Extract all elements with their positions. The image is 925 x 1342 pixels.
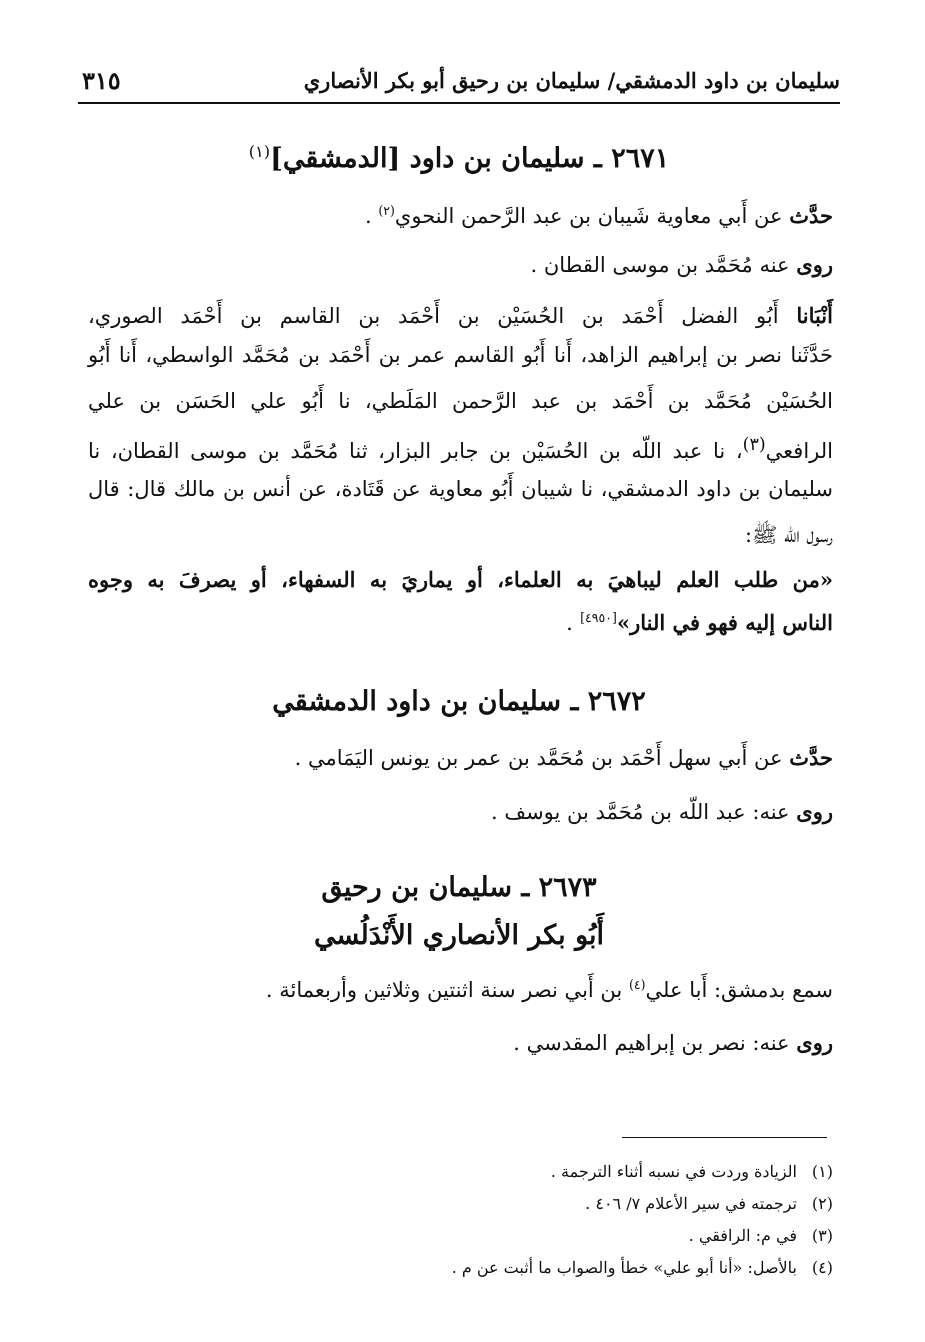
entry-2671-riwaya (531, 252, 834, 277)
footnote-1 (551, 1162, 833, 1181)
hadith-reference: [٤٩٥٠] (580, 610, 617, 625)
entry-2673-title-line-2: أَبُو بكر الأنصاري الأَنْدَلُسي (313, 920, 605, 951)
samia-text-a: سمع بدمشق: أَبا علي (645, 978, 833, 1002)
entry-2673-title-line-1: ٢٦٧٣ ـ سليمان بن رحيق (321, 872, 597, 903)
hadduth-lead: حدَّث (789, 745, 833, 770)
footnote-separator (622, 1137, 827, 1138)
isnad-text-4a: الرافعي (765, 439, 833, 463)
isnad-lead: أَنْبَانا (796, 303, 833, 328)
isnad-line-1 (88, 303, 833, 328)
footnote-marker-1: (١) (248, 142, 271, 161)
entry-2672-hadduth (295, 745, 833, 770)
footnote-text: في م: الرافقي . (688, 1226, 797, 1245)
isnad-line-4 (88, 435, 833, 463)
footnote-number: (٤) (811, 1258, 833, 1277)
isnad-line-6: رسول الله ﷺ: (744, 523, 833, 547)
footnote-3 (689, 1226, 833, 1245)
page-header (78, 60, 840, 104)
footnote-text: ترجمته في سير الأعلام ٧/ ٤٠٦ . (585, 1194, 797, 1213)
footnote-marker-2: (٢) (378, 203, 395, 218)
entry-2671-title-text: ٢٦٧١ ـ سليمان بن داود [الدمشقي] (270, 143, 670, 174)
riwaya-lead: روى (796, 1030, 833, 1055)
isnad-line-2: حَدَّثَنا نصر بن إبراهيم الزاهد، أَنا أَبُو القاسم عمر بن أَحْمَد بن مُحَمَّد الواسطي، أَنا أَبُو (88, 343, 833, 367)
riwaya-lead: روى (796, 799, 833, 824)
footnote-marker-4: (٤) (628, 977, 646, 992)
entry-2673-samia (266, 977, 833, 1002)
entry-2671-hadduth (365, 203, 833, 228)
isnad-text-4b: ، نا عبد اللّه بن الحُسَيْن بن جابر البزار، ثنا مُحَمَّد بن موسى القطان، نا (88, 439, 743, 463)
hadduth-text: عن أَبي معاوية شَيبان بن عبد الرَّحمن النحوي (394, 204, 783, 228)
footnote-marker-3: (٣) (742, 435, 766, 455)
isnad-text-1: أَبُو الفضل أَحْمَد بن الحُسَيْن بن أَحْمَد بن القاسم بن أَحْمَد الصوري، (88, 304, 779, 328)
riwaya-text: عنه مُحَمَّد بن موسى القطان . (530, 253, 790, 277)
hadith-line-2 (566, 610, 833, 635)
riwaya-text: عنه: نصر بن إبراهيم المقدسي . (513, 1031, 790, 1055)
entry-2672-title: ٢٦٧٢ ـ سليمان بن داود الدمشقي (272, 686, 646, 717)
hadith-end: . (566, 611, 573, 635)
entry-2671-title (78, 142, 840, 174)
hadduth-text: عن أَبي سهل أَحْمَد بن مُحَمَّد بن عمر بن يونس اليَمَامي . (294, 746, 783, 770)
isnad-line-3: الحُسَيْن مُحَمَّد بن أَحْمَد بن عبد الرَّحمن المَلَطي، نا أَبُو علي الحَسَن بن علي (88, 389, 833, 413)
entry-2672-riwaya (491, 799, 833, 824)
footnote-number: (٢) (811, 1194, 833, 1213)
footnote-2 (585, 1194, 833, 1213)
hadduth-end: . (364, 204, 372, 228)
samia-text-b: بن أَبي نصر سنة اثنتين وثلاثين وأربعمائة . (265, 978, 623, 1002)
riwaya-lead: روى (796, 252, 833, 277)
hadduth-lead: حدَّث (789, 203, 833, 228)
page-number: ٣١٥ (82, 66, 121, 95)
running-title: سليمان بن داود الدمشقي/ سليمان بن رحيق أبو بكر الأنصاري (303, 68, 840, 93)
footnote-number: (١) (811, 1162, 833, 1181)
footnote-text: الزيادة وردت في نسبه أثناء الترجمة . (550, 1162, 797, 1181)
footnote-4 (452, 1258, 833, 1277)
hadith-line-1: «من طلب العلم ليباهيَ به العلماء، أو يماريَ به السفهاء، أو يصرفَ به وجوه (88, 567, 833, 592)
footnote-text: بالأصل: «أنا أبو علي» خطأ والصواب ما أثبت عن م . (451, 1258, 797, 1277)
riwaya-text: عنه: عبد اللّه بن مُحَمَّد بن يوسف . (490, 800, 790, 824)
footnote-number: (٣) (811, 1226, 833, 1245)
isnad-line-5: سليمان بن داود الدمشقي، نا شيبان أَبُو معاوية عن قَتَادة، عن أنس بن مالك قال: قال (88, 477, 833, 501)
entry-2673-riwaya (513, 1030, 833, 1055)
hadith-text-2: الناس إليه فهو في النار» (616, 610, 833, 635)
